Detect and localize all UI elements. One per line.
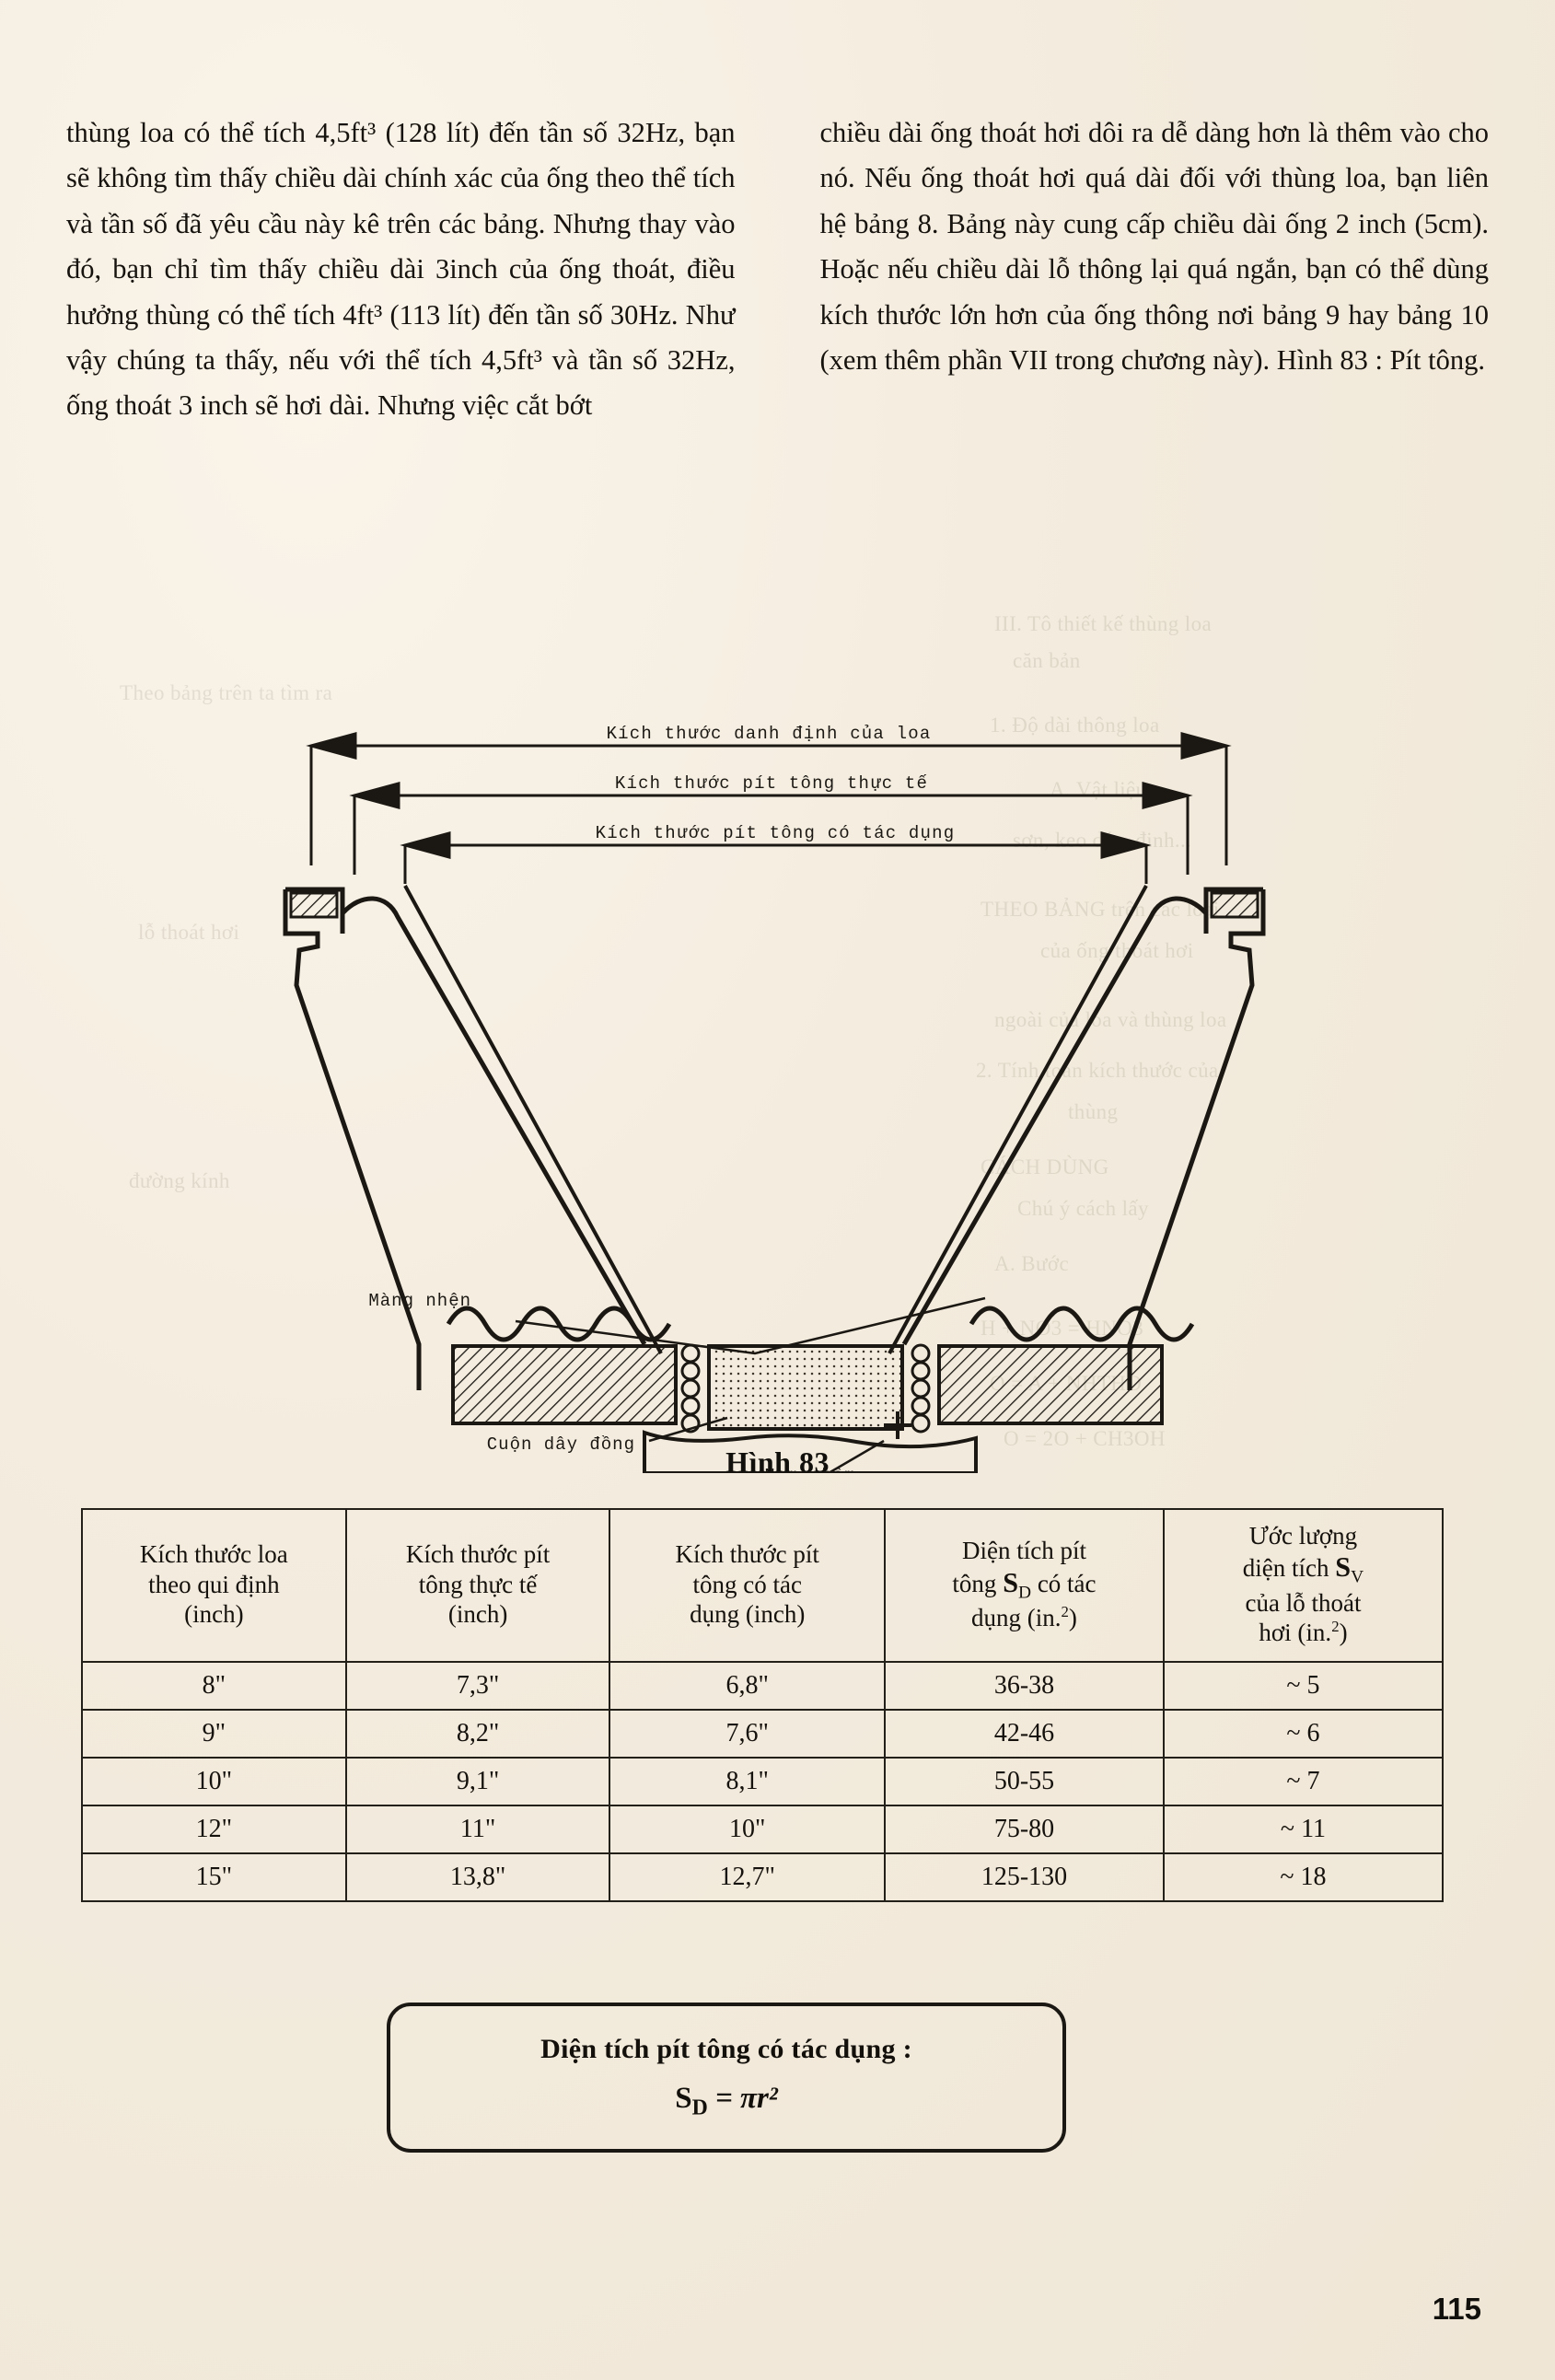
figure-magnet-block-right bbox=[939, 1346, 1162, 1423]
table-row bbox=[82, 1805, 1443, 1853]
table-cell: 12" bbox=[82, 1805, 346, 1853]
ghost-text: ngoài của loa và thùng loa bbox=[994, 1008, 1227, 1031]
table-row bbox=[82, 1853, 1443, 1901]
table-cell: ~ 18 bbox=[1164, 1853, 1443, 1901]
left-column bbox=[66, 110, 736, 429]
figure-label-voice-coil: Cuộn dây đồng bbox=[486, 1434, 635, 1455]
ghost-text: 1. Độ dài thông loa bbox=[990, 714, 1160, 737]
table-cell: 125-130 bbox=[885, 1853, 1164, 1901]
table-header-cell-speaker-size: Kích thước loa theo qui định (inch) bbox=[82, 1509, 346, 1662]
figure-magnet-block-left bbox=[453, 1346, 676, 1423]
formula-subscript-d: D bbox=[691, 2096, 708, 2120]
table-cell: 8,1" bbox=[609, 1758, 885, 1805]
ghost-text: Chú ý cách lấy bbox=[1017, 1197, 1149, 1220]
body-columns bbox=[66, 110, 1489, 429]
table-cell: 50-55 bbox=[885, 1758, 1164, 1805]
figure-label-outer-dimension: Kích thước danh định của loa bbox=[606, 724, 932, 744]
figure-label-spider: Màng nhện bbox=[368, 1291, 471, 1311]
formula-equation bbox=[675, 2082, 778, 2121]
ghost-text: A. Bước bbox=[994, 1252, 1070, 1275]
table-header-cell-piston-area: Diện tích pít tông $S_D$ có tác dụng (in.$^2$) bbox=[885, 1509, 1164, 1662]
figure-pole-piece bbox=[709, 1346, 902, 1429]
ghost-text: H + NO3 = HNO3 bbox=[981, 1317, 1144, 1340]
figure-label-inner-dimension: Kích thước pít tông có tác dụng bbox=[595, 823, 956, 843]
ghost-text: Theo bảng trên ta tìm ra bbox=[120, 681, 333, 704]
formula-symbol-s: S bbox=[675, 2082, 692, 2116]
table-cell: 9,1" bbox=[346, 1758, 610, 1805]
table-header-cell-actual-piston: Kích thước pít tông thực tế (inch) bbox=[346, 1509, 610, 1662]
table-cell: 15" bbox=[82, 1853, 346, 1901]
ghost-text: sơn, keo đinh... bbox=[1013, 829, 1192, 852]
table-cell: ~ 6 bbox=[1164, 1710, 1443, 1758]
table-cell: 10" bbox=[82, 1758, 346, 1805]
page-number: 115 bbox=[1432, 2292, 1481, 2326]
right-column-text: chiều dài ống thoát hơi dôi ra dễ dàng hơn là thêm vào cho nó. Nếu ống thoát hơi quá dài đối với thùng loa, bạn liên hệ bảng 8. Bảng này cung cấp chiều dài ống 2 inch (5cm). Hoặc nếu chiều dài lỗ thông lại quá ngắn, bạn có thể dùng kích thước lớn hơn của ống thông nơi bảng 9 hay bảng 10 (xem thêm phần VII trong chương này). Hình 83 : Pít tông. bbox=[819, 117, 1489, 377]
figure-spider-left bbox=[448, 1308, 669, 1340]
speaker-cross-section-figure bbox=[0, 709, 1555, 1473]
table-cell: 42-46 bbox=[885, 1710, 1164, 1758]
table-cell: 8,2" bbox=[346, 1710, 610, 1758]
table-cell: 8" bbox=[82, 1662, 346, 1710]
table-cell: 7,3" bbox=[346, 1662, 610, 1710]
ghost-text: 2. Tính toán kích thước của bbox=[976, 1059, 1219, 1082]
ghost-text: thùng bbox=[1068, 1100, 1119, 1123]
ghost-text: của ống thoát hơi bbox=[1040, 939, 1194, 962]
ghost-text: THEO BẢNG trên các loại bbox=[981, 898, 1220, 921]
table-cell: ~ 7 bbox=[1164, 1758, 1443, 1805]
ghost-text: đường kính bbox=[129, 1169, 230, 1192]
figure-label-middle-dimension: Kích thước pít tông thực tế bbox=[614, 773, 929, 794]
figure-gasket-left bbox=[291, 893, 337, 917]
table-cell: 10" bbox=[609, 1805, 885, 1853]
formula-title: Diện tích pít tông có tác dụng : bbox=[540, 2034, 912, 2065]
right-column bbox=[820, 110, 1490, 429]
table-cell: 12,7" bbox=[609, 1853, 885, 1901]
table-header-row bbox=[82, 1509, 1443, 1662]
ghost-text: lỗ thoát hơi bbox=[138, 921, 240, 944]
table-header-cell-vent-area: Ước lượng diện tích $S_V$ của lỗ thoát hơi (in.$^2$) bbox=[1164, 1509, 1443, 1662]
figure-spider-right bbox=[971, 1308, 1192, 1340]
figure-gasket-right bbox=[1212, 893, 1258, 917]
table-cell: 11" bbox=[346, 1805, 610, 1853]
table-row bbox=[82, 1662, 1443, 1710]
table-cell: 13,8" bbox=[346, 1853, 610, 1901]
table-row bbox=[82, 1758, 1443, 1805]
table-cell: 75-80 bbox=[885, 1805, 1164, 1853]
ghost-text: A. Vật liệu bbox=[1050, 778, 1147, 801]
ghost-text: CÁCH DÙNG bbox=[981, 1155, 1109, 1178]
table-cell: 7,6" bbox=[609, 1710, 885, 1758]
spec-table bbox=[81, 1508, 1444, 1902]
table-cell: 9" bbox=[82, 1710, 346, 1758]
ghost-text: căn bản bbox=[1013, 649, 1081, 672]
left-column-text: thùng loa có thể tích 4,5ft³ (128 lít) đến tần số 32Hz, bạn sẽ không tìm thấy chiều dài chính xác của ống theo thể tích và tần số đã yêu cầu này kê trên các bảng. Nhưng thay vào đó, bạn chỉ tìm thấy chiều dài 3inch của ống thoát, điều hưởng thùng có thể tích 4ft³ (113 lít) đến tần số 30Hz. Như vậy chúng ta thấy, nếu với thể tích 4,5ft³ và tần số 32Hz, ống thoát 3 inch sẽ hơi dài. Nhưng việc cắt bớt bbox=[66, 117, 736, 422]
formula-expression: = πr² bbox=[707, 2082, 778, 2116]
formula-callout bbox=[387, 2003, 1066, 2153]
table-cell: ~ 11 bbox=[1164, 1805, 1443, 1853]
table-row bbox=[82, 1710, 1443, 1758]
table-header-cell-effective-piston: Kích thước pít tông có tác dụng (inch) bbox=[609, 1509, 885, 1662]
table-cell: 6,8" bbox=[609, 1662, 885, 1710]
table-cell: 36-38 bbox=[885, 1662, 1164, 1710]
ghost-text: O = 2O + CH3OH bbox=[1004, 1427, 1166, 1450]
spec-table-wrapper bbox=[81, 1508, 1444, 1902]
table-cell: ~ 5 bbox=[1164, 1662, 1443, 1710]
ghost-text: III. Tô thiết kế thùng loa bbox=[994, 612, 1213, 635]
figure-caption: Hình 83 bbox=[725, 1445, 830, 1479]
